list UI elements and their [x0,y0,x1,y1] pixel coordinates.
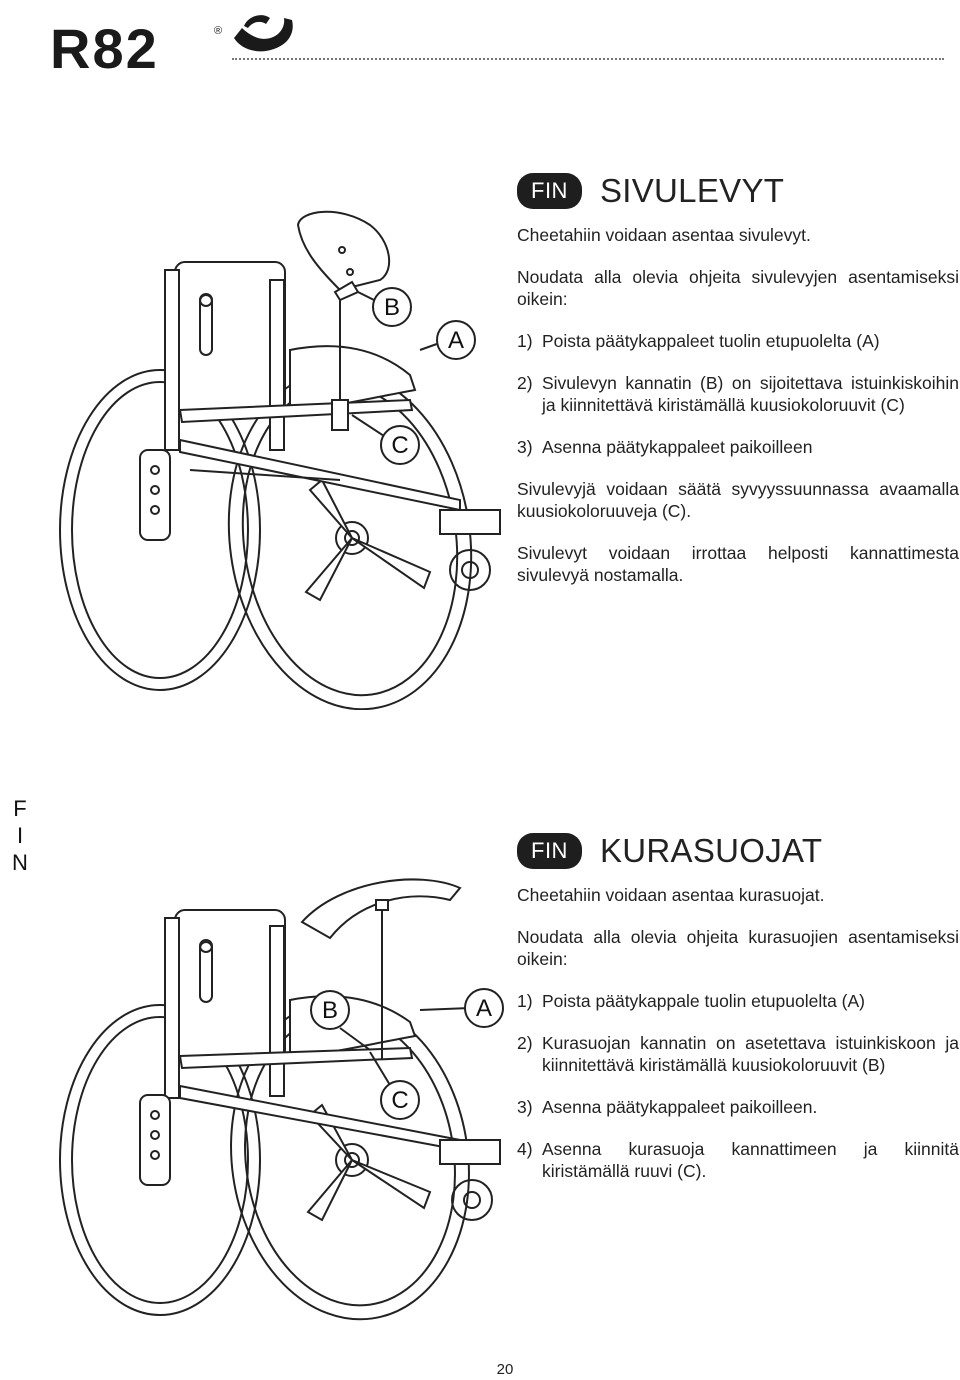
svg-text:C: C [391,1087,409,1114]
step-number: 2) [517,373,533,393]
step-item [517,330,959,352]
language-tab [8,795,32,876]
step-text: Asenna päätykappaleet paikoilleen. [542,1097,818,1117]
step-item [517,1096,959,1118]
step-text: Poista päätykappale tuolin etupuolelta (A) [542,991,865,1011]
step-text: Asenna kurasuoja kannattimeen ja kiinnitä kiristämällä ruuvi (C). [542,1139,959,1181]
step-item [517,1032,959,1076]
intro-text: Cheetahiin voidaan asentaa sivulevyt. [517,225,811,245]
svg-text:A: A [447,327,465,354]
step-number: 3) [517,437,533,457]
callout-a-2 [465,989,503,1027]
svg-text:B: B [383,294,401,321]
section-side-plates [517,172,959,606]
step-number: 1) [517,991,533,1011]
header-rule [232,58,944,60]
step-text: Sivulevyn kannatin (B) on sijoitettava istuinkiskoihin ja kiinnitettävä kiristämällä kuusiokoloruuvit (C) [542,373,959,415]
language-badge: FIN [517,833,582,869]
callout-b-1 [373,288,411,326]
lang-letter-n: N [12,850,28,875]
step-text: Kurasuojan kannatin on asetettava istuinkiskoon ja kiinnitettävä kiristämällä kuusiokoloruuvit (B) [542,1033,959,1075]
svg-text:B: B [321,997,339,1024]
instruction-text: Noudata alla olevia ohjeita kurasuojien asentamiseksi oikein: [517,927,959,969]
note-text: Sivulevyjä voidaan säätä syvyyssuunnassa avaamalla kuusiokoloruuveja (C). [517,479,959,521]
svg-text:A: A [475,995,493,1022]
instruction-text: Noudata alla olevia ohjeita sivulevyjen asentamiseksi oikein: [517,267,959,309]
registered-mark: ® [214,25,223,37]
step-item [517,436,959,458]
svg-text:C: C [391,432,409,459]
mudguard-illustration [40,860,510,1330]
section-title: KURASUOJAT [599,832,823,869]
logo-text: R82 [50,17,159,72]
step-item [517,372,959,416]
section-title: SIVULEVYT [599,172,785,209]
lang-letter-i: I [16,823,24,848]
section-mudguards [517,832,959,1202]
section-heading [517,172,959,210]
step-item [517,990,959,1012]
callout-a-1 [437,321,475,359]
step-number: 2) [517,1033,533,1053]
side-plate-illustration [40,200,510,710]
intro-text: Cheetahiin voidaan asentaa kurasuojat. [517,885,825,905]
step-number: 4) [517,1139,533,1159]
step-number: 3) [517,1097,533,1117]
page-number: 20 [496,1361,514,1378]
step-item [517,1138,959,1182]
step-text: Poista päätykappaleet tuolin etupuolelta (A) [542,331,880,351]
step-text: Asenna päätykappaleet paikoilleen [542,437,813,457]
step-number: 1) [517,331,533,351]
language-badge: FIN [517,173,582,209]
lang-letter-f: F [13,796,27,821]
logo-swoosh [234,18,293,51]
callout-c-2 [381,1081,419,1119]
callout-c-1 [381,426,419,464]
section-heading [517,832,959,870]
note-text: Sivulevyt voidaan irrottaa helposti kannattimesta sivulevyä nostamalla. [517,543,959,585]
callout-b-2 [311,991,349,1029]
r82-logo [48,8,308,72]
